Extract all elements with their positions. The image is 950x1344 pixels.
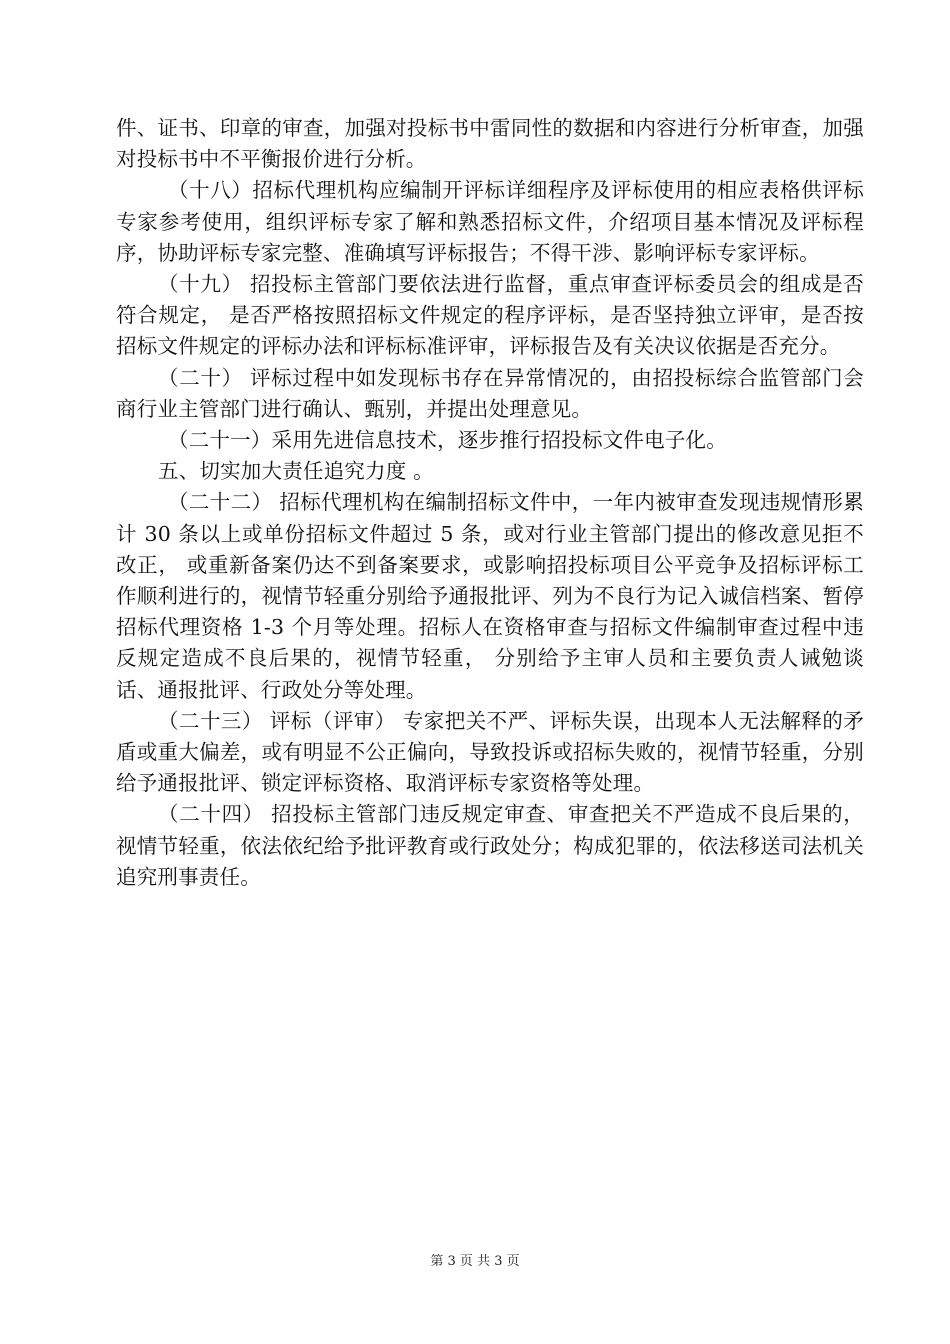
paragraph-19: （十九） 招投标主管部门要依法进行监督，重点审查评标委员会的组成是否符合规定， 是否严格按照招标文件规定的程序评标，是否坚持独立评审，是否按招标文件规定的评标办法和评标标准评审，评标报告及有关决议依据是否充分。	[116, 272, 864, 359]
paragraph-24: （二十四） 招投标主管部门违反规定审查、审查把关不严造成不良后果的，视情节轻重，依法依纪给予批评教育或行政处分；构成犯罪的，依法移送司法机关追究刑事责任。	[116, 802, 864, 889]
paragraph-21: （二十一）采用先进信息技术，逐步推行招投标文件电子化。	[168, 428, 727, 453]
paragraph-22: （二十二） 招标代理机构在编制招标文件中，一年内被审查发现违规情形累计 30 条以上或单份招标文件超过 5 条，或对行业主管部门提出的修改意见拒不改正， 或重新备案仍达不到备案要求，或影响招投标项目公平竞争及招标评标工作顺利进行的，视情节轻重分别给予通报批评、列为不良行为记入诚信档案、暂停招标代理资格 1-3 个月等处理。招标人在资格审查与招标文件编制审查过程中违反规定造成不良后果的，视情节轻重， 分别给予主审人员和主要负责人诫勉谈话、通报批评、行政处分等处理。	[116, 490, 864, 702]
paragraph-continuation: 件、证书、印章的审查，加强对投标书中雷同性的数据和内容进行分析审查，加强对投标书中不平衡报价进行分析。	[116, 116, 864, 172]
paragraph-18: （十八）招标代理机构应编制开评标详细程序及评标使用的相应表格供评标专家参考使用，组织评标专家了解和熟悉招标文件，介绍项目基本情况及评标程序，协助评标专家完整、准确填写评标报告；不得干涉、影响评标专家评标。	[116, 178, 864, 265]
document-body	[116, 113, 864, 893]
page-number-footer: 第 3 页 共 3 页	[430, 1254, 520, 1269]
section-heading-5: 五、切实加大责任追究力度 。	[158, 459, 434, 484]
paragraph-20: （二十） 评标过程中如发现标书存在异常情况的，由招投标综合监管部门会商行业主管部门进行确认、甄别，并提出处理意见。	[116, 365, 864, 421]
paragraph-23: （二十三） 评标（评审） 专家把关不严、评标失误，出现本人无法解释的矛盾或重大偏差，或有明显不公正偏向，导致投诉或招标失败的，视情节轻重，分别给予通报批评、锁定评标资格、取消评标专家资格等处理。	[116, 708, 864, 796]
